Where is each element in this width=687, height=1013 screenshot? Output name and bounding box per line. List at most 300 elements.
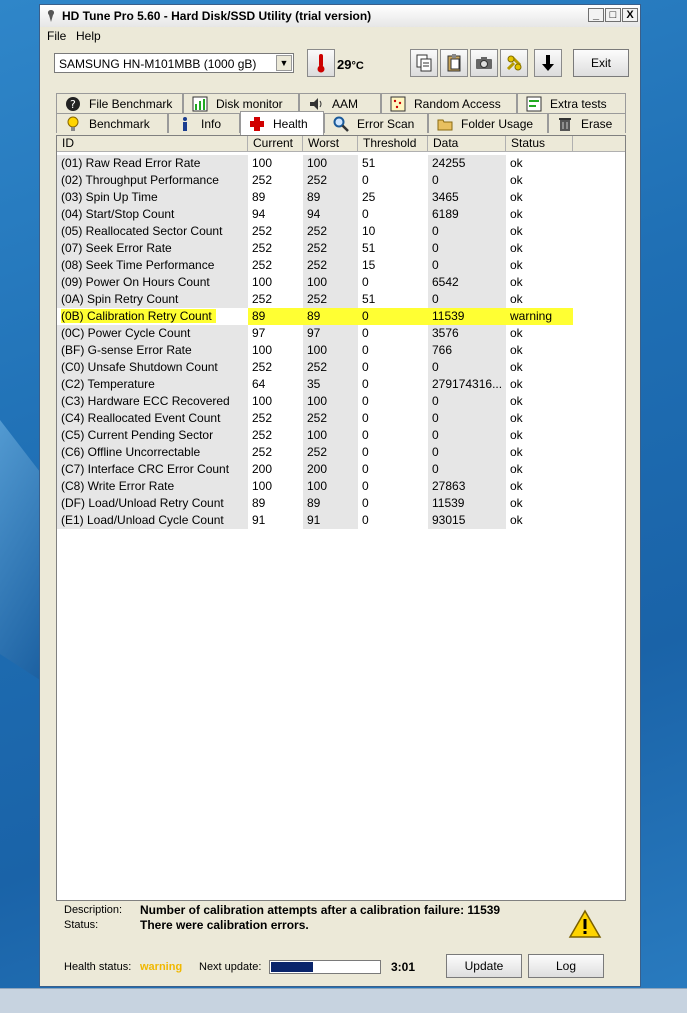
table-row[interactable] [57, 427, 573, 444]
cell-current-text: 252 [252, 241, 273, 255]
cell-threshold [358, 359, 428, 376]
cell-worst [303, 478, 358, 495]
cell-status-text: ok [510, 411, 523, 425]
table-row[interactable] [57, 376, 573, 393]
cell-id-text: (08) Seek Time Performance [61, 258, 215, 272]
cell-threshold-text: 0 [362, 360, 369, 374]
cell-status-text: ok [510, 462, 523, 476]
cell-threshold-text: 10 [362, 224, 376, 238]
random-access-icon [390, 96, 406, 112]
cell-current [248, 376, 303, 393]
cell-data [428, 342, 506, 359]
arrow-down-icon [541, 54, 555, 72]
cell-status-text: warning [510, 309, 553, 323]
cell-threshold [358, 478, 428, 495]
cell-status [506, 512, 573, 529]
cell-current-text: 100 [252, 156, 273, 170]
table-row[interactable] [57, 240, 573, 257]
table-row[interactable] [57, 223, 573, 240]
smart-table [56, 135, 626, 901]
cell-status [506, 393, 573, 410]
cell-data [428, 427, 506, 444]
warning-icon [568, 909, 602, 939]
cell-worst [303, 291, 358, 308]
cell-id-text: (C6) Offline Uncorrectable [61, 445, 201, 459]
cell-threshold-text: 51 [362, 241, 376, 255]
thermometer-button[interactable] [307, 49, 335, 77]
options-icon [505, 54, 523, 72]
app-icon [45, 9, 57, 23]
cell-threshold-text: 0 [362, 394, 369, 408]
column-header-worst[interactable]: Worst [303, 136, 358, 152]
cell-status [506, 342, 573, 359]
cell-data-text: 3576 [432, 326, 459, 340]
speaker-icon [308, 96, 324, 112]
table-row[interactable] [57, 393, 573, 410]
cell-threshold-text: 0 [362, 428, 369, 442]
cell-data-text: 0 [432, 224, 439, 238]
cell-id-text: (C0) Unsafe Shutdown Count [61, 360, 218, 374]
cell-data [428, 512, 506, 529]
cell-current [248, 325, 303, 342]
title-bar[interactable] [40, 5, 640, 28]
cell-worst-text: 91 [307, 513, 321, 527]
cell-status-text: ok [510, 156, 523, 170]
cell-data [428, 274, 506, 291]
close-button[interactable]: X [622, 8, 638, 22]
cell-worst-text: 252 [307, 224, 328, 238]
screenshot-button[interactable] [470, 49, 498, 77]
cell-id-text: (0B) Calibration Retry Count [61, 309, 216, 323]
cell-id [57, 359, 248, 376]
column-header-data[interactable]: Data [428, 136, 506, 152]
tab-disk-monitor[interactable]: Disk monitor [183, 93, 299, 113]
cell-worst-text: 100 [307, 394, 328, 408]
cell-worst-text: 100 [307, 343, 328, 357]
cell-data-text: 11539 [432, 496, 465, 510]
cell-worst [303, 223, 358, 240]
cell-current [248, 342, 303, 359]
log-button[interactable]: Log [528, 954, 604, 978]
minimize-button[interactable]: _ [588, 8, 604, 22]
cell-status [506, 427, 573, 444]
taskbar [0, 988, 687, 1013]
cell-status [506, 206, 573, 223]
cell-worst-text: 100 [307, 479, 328, 493]
table-row[interactable] [57, 410, 573, 427]
cell-status-text: ok [510, 428, 523, 442]
cell-status-text: ok [510, 394, 523, 408]
cell-current [248, 172, 303, 189]
cell-data-text: 766 [432, 343, 453, 357]
cell-threshold [358, 189, 428, 206]
cell-current [248, 206, 303, 223]
menu-help[interactable]: Help [76, 29, 101, 43]
cell-id [57, 325, 248, 342]
cell-id-text: (04) Start/Stop Count [61, 207, 175, 221]
chart-icon [192, 96, 208, 112]
cell-worst [303, 257, 358, 274]
cell-worst [303, 325, 358, 342]
cell-worst [303, 206, 358, 223]
cell-data-text: 0 [432, 241, 439, 255]
cell-data-text: 0 [432, 428, 439, 442]
cell-status [506, 291, 573, 308]
table-row[interactable] [57, 342, 573, 359]
tab-extra-tests[interactable]: Extra tests [517, 93, 626, 113]
cell-current-text: 252 [252, 360, 273, 374]
cell-threshold-text: 0 [362, 343, 369, 357]
next-update-progress [269, 960, 381, 974]
drive-select[interactable] [54, 53, 294, 73]
cell-current [248, 410, 303, 427]
cell-data [428, 393, 506, 410]
cell-threshold-text: 0 [362, 275, 369, 289]
cell-data [428, 172, 506, 189]
cell-status [506, 478, 573, 495]
options-button[interactable] [500, 49, 528, 77]
cell-status-text: ok [510, 275, 523, 289]
cell-data [428, 291, 506, 308]
cell-current [248, 461, 303, 478]
cell-worst-text: 252 [307, 360, 328, 374]
cell-data-text: 0 [432, 173, 439, 187]
cell-data-text: 6542 [432, 275, 459, 289]
cell-current [248, 223, 303, 240]
cell-worst [303, 308, 358, 325]
cell-threshold-text: 0 [362, 326, 369, 340]
cell-id [57, 342, 248, 359]
cell-id-text: (02) Throughput Performance [61, 173, 219, 187]
cell-id-text: (C2) Temperature [61, 377, 155, 391]
cell-threshold [358, 444, 428, 461]
folder-icon [437, 116, 453, 132]
question-icon [65, 96, 81, 112]
cell-current-text: 97 [252, 326, 266, 340]
cell-data-text: 279174316... [432, 377, 503, 391]
cell-id-text: (0A) Spin Retry Count [61, 292, 179, 306]
cell-status-text: ok [510, 513, 523, 527]
cell-worst [303, 359, 358, 376]
cell-data [428, 410, 506, 427]
update-button[interactable]: Update [446, 954, 522, 978]
cell-status [506, 172, 573, 189]
lightbulb-icon [65, 116, 81, 132]
cell-threshold [358, 461, 428, 478]
cell-worst [303, 495, 358, 512]
cell-worst [303, 376, 358, 393]
tab-folder-usage[interactable]: Folder Usage [428, 113, 548, 133]
cell-id-text: (C8) Write Error Rate [61, 479, 175, 493]
tab-erase[interactable]: Erase [548, 113, 626, 133]
maximize-button[interactable]: □ [605, 8, 621, 22]
table-row[interactable] [57, 444, 573, 461]
cell-threshold [358, 172, 428, 189]
tab-aam[interactable]: AAM [299, 93, 381, 113]
progress-fill [271, 962, 313, 972]
cell-id-text: (C7) Interface CRC Error Count [61, 462, 230, 476]
cell-current [248, 512, 303, 529]
cell-id [57, 308, 248, 325]
cell-threshold [358, 291, 428, 308]
cell-current-text: 252 [252, 173, 273, 187]
cell-status [506, 189, 573, 206]
cell-id [57, 274, 248, 291]
chevron-down-icon[interactable]: ▼ [276, 55, 292, 71]
column-header-threshold[interactable]: Threshold [358, 136, 428, 152]
next-update-label: Next update: [199, 961, 262, 973]
cell-id-text: (C3) Hardware ECC Recovered [61, 394, 230, 408]
tab-file-benchmark[interactable]: ? File Benchmark [56, 93, 183, 113]
cell-current-text: 89 [252, 190, 266, 204]
cell-current [248, 495, 303, 512]
cell-current-text: 252 [252, 411, 273, 425]
cell-threshold [358, 393, 428, 410]
cell-data [428, 325, 506, 342]
cell-status [506, 155, 573, 172]
cell-data [428, 359, 506, 376]
camera-icon [475, 56, 493, 70]
cell-data [428, 495, 506, 512]
cell-status-text: ok [510, 241, 523, 255]
cell-status-text: ok [510, 445, 523, 459]
cell-data-text: 93015 [432, 513, 466, 527]
cell-worst-text: 89 [307, 309, 321, 323]
cell-worst-text: 100 [307, 275, 328, 289]
cell-data [428, 189, 506, 206]
cell-threshold [358, 376, 428, 393]
cell-threshold [358, 257, 428, 274]
table-row[interactable] [57, 257, 573, 274]
cell-status-text: ok [510, 326, 523, 340]
tab-health[interactable]: Health [240, 111, 324, 135]
cell-id [57, 291, 248, 308]
cell-id [57, 393, 248, 410]
cell-current-text: 100 [252, 343, 273, 357]
health-cross-icon [249, 116, 265, 132]
cell-data-text: 0 [432, 411, 439, 425]
cell-id [57, 461, 248, 478]
cell-threshold-text: 0 [362, 411, 369, 425]
trash-icon [557, 116, 573, 132]
copy-button[interactable] [410, 49, 438, 77]
cell-worst-text: 94 [307, 207, 321, 221]
cell-data [428, 240, 506, 257]
cell-threshold [358, 155, 428, 172]
cell-id-text: (0C) Power Cycle Count [61, 326, 191, 340]
cell-threshold [358, 410, 428, 427]
cell-id [57, 478, 248, 495]
cell-worst-text: 97 [307, 326, 321, 340]
table-row[interactable] [57, 155, 573, 172]
cell-worst [303, 274, 358, 291]
thermometer-icon [316, 53, 326, 73]
cell-threshold [358, 427, 428, 444]
cell-data [428, 223, 506, 240]
cell-current-text: 100 [252, 275, 273, 289]
description-text: Number of calibration attempts after a calibration failure: 11539 [140, 903, 501, 917]
cell-current [248, 308, 303, 325]
cell-status-text: ok [510, 173, 523, 187]
menu-bar [40, 27, 640, 45]
cell-status-text: ok [510, 190, 523, 204]
cell-status [506, 495, 573, 512]
cell-worst-text: 252 [307, 241, 328, 255]
cell-worst [303, 189, 358, 206]
cell-status-text: ok [510, 224, 523, 238]
cell-threshold-text: 0 [362, 462, 369, 476]
cell-worst [303, 240, 358, 257]
copy-icon [416, 54, 432, 72]
cell-current-text: 100 [252, 479, 273, 493]
cell-status [506, 325, 573, 342]
cell-worst-text: 252 [307, 258, 328, 272]
cell-current-text: 200 [252, 462, 273, 476]
cell-threshold-text: 0 [362, 377, 369, 391]
table-row[interactable] [57, 325, 573, 342]
cell-threshold-text: 0 [362, 207, 369, 221]
cell-id [57, 155, 248, 172]
cell-data [428, 478, 506, 495]
cell-status-text: ok [510, 343, 523, 357]
cell-threshold [358, 274, 428, 291]
cell-threshold-text: 0 [362, 496, 369, 510]
cell-id [57, 240, 248, 257]
paste-button[interactable] [440, 49, 468, 77]
cell-data [428, 444, 506, 461]
cell-id [57, 189, 248, 206]
cell-status-text: ok [510, 479, 523, 493]
table-row[interactable] [57, 274, 573, 291]
cell-current [248, 240, 303, 257]
cell-status [506, 376, 573, 393]
cell-threshold [358, 495, 428, 512]
cell-id [57, 495, 248, 512]
cell-status-text: ok [510, 360, 523, 374]
cell-data-text: 0 [432, 258, 439, 272]
cell-threshold [358, 512, 428, 529]
cell-data-text: 0 [432, 292, 439, 306]
tab-error-scan[interactable]: Error Scan [324, 113, 428, 133]
cell-current [248, 291, 303, 308]
cell-status [506, 257, 573, 274]
cell-data [428, 461, 506, 478]
exit-button[interactable]: Exit [573, 49, 629, 77]
cell-current-text: 94 [252, 207, 266, 221]
cell-id [57, 410, 248, 427]
extra-tests-icon [526, 96, 542, 112]
table-row[interactable] [57, 512, 573, 529]
cell-worst [303, 444, 358, 461]
cell-status [506, 444, 573, 461]
cell-current-text: 89 [252, 309, 266, 323]
cell-threshold [358, 308, 428, 325]
cell-threshold [358, 240, 428, 257]
table-row[interactable] [57, 461, 573, 478]
tab-info[interactable]: Info [168, 113, 240, 133]
cell-current-text: 252 [252, 224, 273, 238]
column-header-current[interactable]: Current [248, 136, 303, 152]
cell-status-text: ok [510, 207, 523, 221]
cell-status-text: ok [510, 292, 523, 306]
cell-data [428, 376, 506, 393]
cell-data-text: 0 [432, 462, 439, 476]
cell-id-text: (09) Power On Hours Count [61, 275, 210, 289]
cell-status [506, 223, 573, 240]
table-row[interactable] [57, 172, 573, 189]
cell-id [57, 376, 248, 393]
cell-status [506, 359, 573, 376]
table-row[interactable] [57, 189, 573, 206]
cell-worst-text: 252 [307, 292, 328, 306]
menu-file[interactable]: File [47, 29, 67, 43]
table-row[interactable] [57, 291, 573, 308]
table-row[interactable] [57, 359, 573, 376]
cell-id [57, 512, 248, 529]
save-button[interactable] [534, 49, 562, 77]
cell-id-text: (07) Seek Error Rate [61, 241, 172, 255]
table-row[interactable] [57, 478, 573, 495]
toolbar [40, 45, 640, 89]
cell-current [248, 155, 303, 172]
cell-worst-text: 252 [307, 445, 328, 459]
cell-worst [303, 172, 358, 189]
table-row[interactable] [57, 206, 573, 223]
status-text: There were calibration errors. [140, 918, 309, 932]
cell-worst [303, 155, 358, 172]
cell-current [248, 427, 303, 444]
table-row[interactable] [57, 495, 573, 512]
cell-status [506, 461, 573, 478]
window-title: HD Tune Pro 5.60 - Hard Disk/SSD Utility (trial version) [62, 9, 372, 23]
cell-id-text: (DF) Load/Unload Retry Count [61, 496, 224, 510]
cell-data-text: 27863 [432, 479, 466, 493]
health-status-value: warning [140, 961, 183, 973]
cell-current-text: 252 [252, 258, 273, 272]
cell-worst-text: 252 [307, 411, 328, 425]
svg-text:?: ? [70, 97, 76, 111]
column-header-filler [573, 136, 626, 152]
cell-current [248, 444, 303, 461]
cell-current-text: 252 [252, 428, 273, 442]
cell-current [248, 189, 303, 206]
cell-id-text: (01) Raw Read Error Rate [61, 156, 201, 170]
column-header-status[interactable]: Status [506, 136, 573, 152]
cell-data [428, 206, 506, 223]
cell-id-text: (C4) Reallocated Event Count [61, 411, 221, 425]
info-icon [177, 116, 193, 132]
cell-worst-text: 100 [307, 428, 328, 442]
cell-worst [303, 410, 358, 427]
tab-random-access[interactable]: Random Access [381, 93, 517, 113]
app-window [39, 4, 641, 987]
cell-threshold-text: 0 [362, 445, 369, 459]
cell-id [57, 427, 248, 444]
cell-threshold-text: 0 [362, 513, 369, 527]
cell-worst-text: 89 [307, 190, 321, 204]
cell-threshold [358, 325, 428, 342]
cell-current-text: 252 [252, 445, 273, 459]
cell-current-text: 100 [252, 394, 273, 408]
column-header-id[interactable]: ID [57, 136, 248, 152]
cell-status [506, 410, 573, 427]
table-row[interactable] [57, 308, 573, 325]
cell-id [57, 257, 248, 274]
cell-data-text: 0 [432, 360, 439, 374]
drive-select-value: SAMSUNG HN-M101MBB (1000 gB) [59, 57, 257, 71]
cell-worst-text: 35 [307, 377, 321, 391]
tab-benchmark[interactable]: Benchmark [56, 113, 168, 133]
